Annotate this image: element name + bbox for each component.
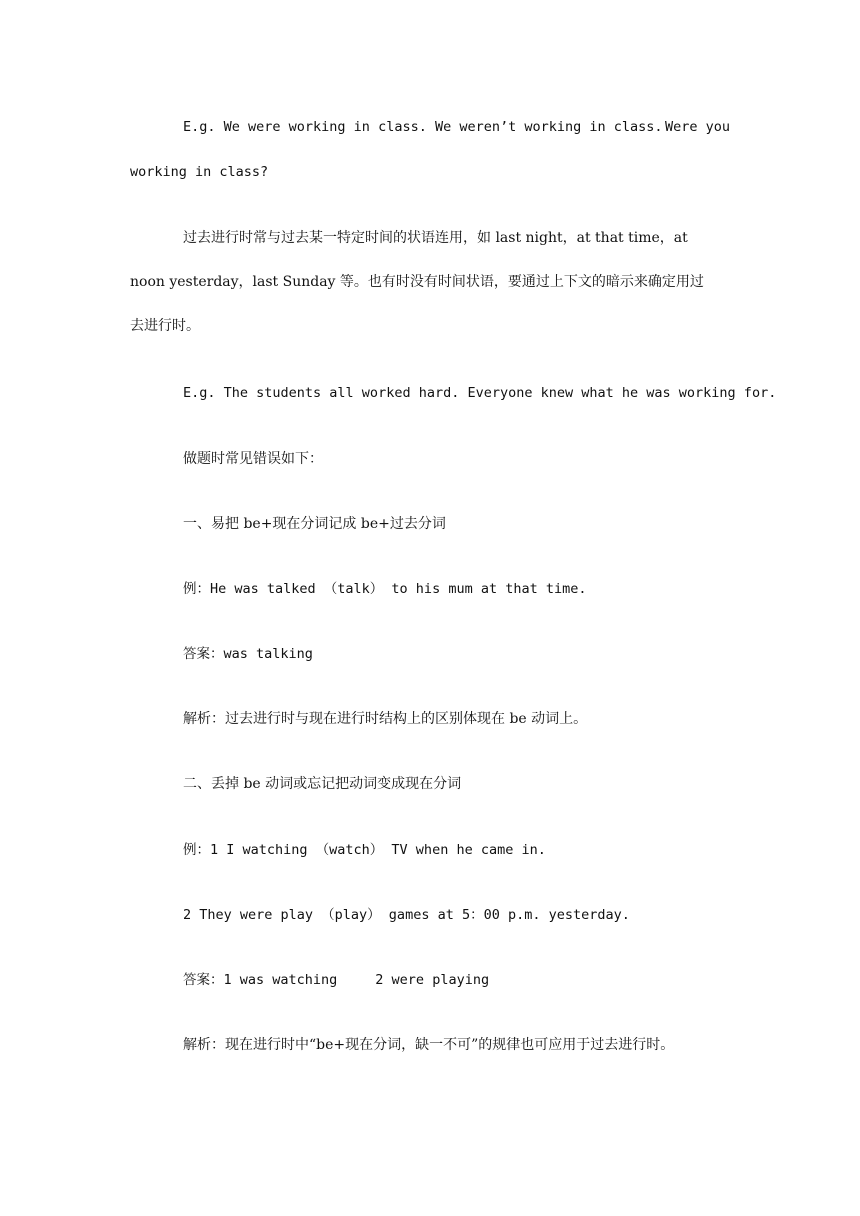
paragraph-line-3: 去进行时。 bbox=[130, 318, 200, 334]
section-1-analysis: 解析：过去进行时与现在进行时结构上的区别体现在 be 动词上。 bbox=[183, 711, 588, 727]
paragraph-line-2: noon yesterday，last Sunday 等。也有时没有时间状语，要通过上下文的暗示来确定用过 bbox=[130, 274, 704, 290]
section-2-analysis: 解析：现在进行时中“be+现在分词，缺一不可”的规律也可应用于过去进行时。 bbox=[183, 1037, 675, 1053]
section-2-example-1: 例：1 I watching （watch） TV when he came in. bbox=[183, 842, 546, 858]
mistakes-heading: 做题时常见错误如下： bbox=[183, 451, 323, 467]
section-2-answer-part-1: 答案：1 was watching bbox=[183, 972, 338, 988]
section-2-example-2: 2 They were play （play） games at 5：00 p.m. yesterday. bbox=[183, 907, 630, 923]
section-1-answer: 答案：was talking bbox=[183, 646, 313, 662]
example-sentence-part-2: Were you bbox=[664, 119, 730, 135]
section-1-heading: 一、易把 be+现在分词记成 be+过去分词 bbox=[183, 516, 446, 532]
example-line-2: working in class? bbox=[130, 164, 269, 180]
section-2-answer bbox=[183, 970, 783, 990]
section-2-heading: 二、丢掉 be 动词或忘记把动词变成现在分词 bbox=[183, 776, 462, 792]
example-line-3: E.g. The students all worked hard. Everyone knew what he was working for. bbox=[183, 385, 777, 401]
example-sentence-part-1: E.g. We were working in class. We weren’t working in class. bbox=[183, 119, 663, 135]
paragraph-line-1: 过去进行时常与过去某一特定时间的状语连用，如 last night，at that time，at bbox=[183, 230, 688, 246]
example-line-1 bbox=[183, 117, 730, 137]
section-2-answer-part-2: 2 were playing bbox=[375, 972, 490, 988]
section-1-example: 例：He was talked （talk） to his mum at that time. bbox=[183, 581, 587, 597]
